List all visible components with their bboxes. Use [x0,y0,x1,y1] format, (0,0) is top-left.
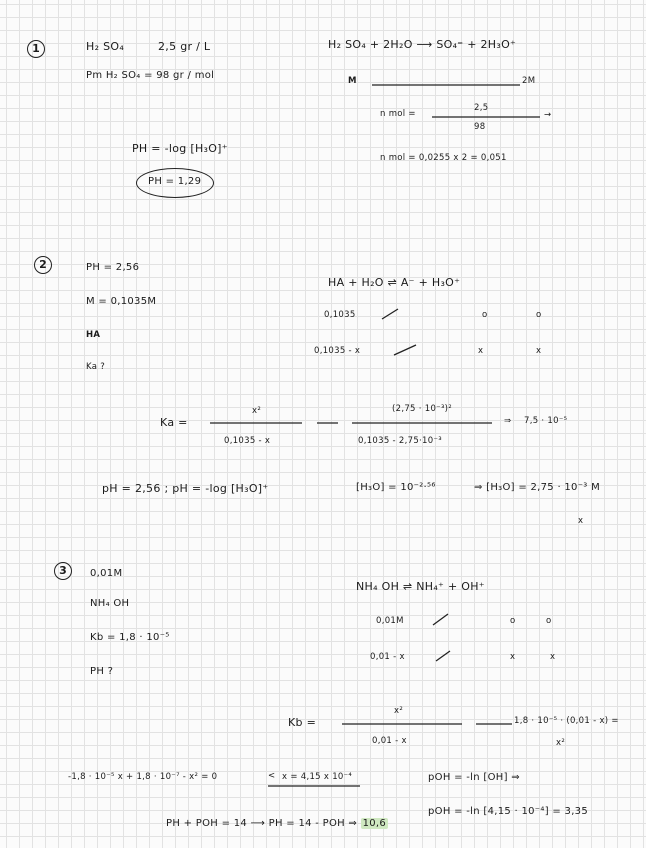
p3-row1-b: o [510,616,516,626]
p2-molarity: M = 0,1035M [86,296,157,307]
p1-frac-num: 2,5 [474,103,489,113]
p2-reaction: HA + H₂O ⇌ A⁻ + H₃O⁺ [328,276,461,289]
p1-m-label: M [348,76,357,86]
p2-row1-a: 0,1035 [324,310,356,320]
p3-reaction: NH₄ OH ⇌ NH₄⁺ + OH⁺ [356,580,485,593]
p3-kb-label: Kb = [288,716,317,729]
p2-row2-b: x [478,346,484,356]
p2-row2-c: x [536,346,542,356]
p2-ka-den: 0,1035 - x [224,436,271,446]
p3-base: NH₄ OH [90,598,130,609]
p3-x-result: x = 4,15 x 10⁻⁴ [282,772,353,782]
p1-2m-label: 2M [522,76,536,86]
p3-implies: < [268,771,276,781]
p3-ph-question: PH ? [90,666,114,677]
p3-final-text: PH + POH = 14 ⟶ PH = 14 - POH ⇒ [166,818,358,829]
p2-x-mark: x [578,516,584,526]
p2-row1-c: o [536,310,542,320]
p3-row2-c: x [550,652,556,662]
p2-ka-result-arrow: ⇒ [504,416,512,426]
p1-concentration: 2,5 gr / L [158,40,211,53]
p3-row2-b: x [510,652,516,662]
p1-mol-label: n mol = [380,109,416,119]
p2-ha: HA [86,330,101,340]
p3-row1-a: 0,01M [376,616,404,626]
p2-h3o-result: ⇒ [H₃O] = 2,75 · 10⁻³ M [474,482,601,493]
p2-ph-line: pH = 2,56 ; pH = -log [H₃O]⁺ [102,482,269,495]
p3-final [166,818,388,829]
p3-kb-num: x² [394,706,404,716]
p1-molar-mass: Pm H₂ SO₄ = 98 gr / mol [86,70,215,81]
p3-poh2: pOH = -ln [4,15 · 10⁻⁴] = 3,35 [428,806,588,817]
p2-row2-a: 0,1035 - x [314,346,361,356]
p2-ka-result: 7,5 · 10⁻⁵ [524,416,568,426]
p3-row2-a: 0,01 - x [370,652,405,662]
problem-2-number: 2 [34,256,52,274]
problem-1-number: 1 [27,40,45,58]
p1-reaction: H₂ SO₄ + 2H₂O ⟶ SO₄⁼ + 2H₃O⁺ [328,38,517,51]
p3-kb-right: 1,8 · 10⁻⁵ · (0,01 - x) = [514,716,619,726]
p1-mol-result: n mol = 0,0255 x 2 = 0,051 [380,153,507,163]
p3-final-value: 10,6 [362,818,387,829]
p2-row1-b: o [482,310,488,320]
p3-concentration: 0,01M [90,568,123,579]
p1-frac-den: 98 [474,122,486,132]
p3-quadratic: -1,8 · 10⁻⁵ x + 1,8 · 10⁻⁷ - x² = 0 [68,772,218,782]
p2-ka-calc-den: 0,1035 - 2,75·10⁻³ [358,436,442,446]
problem-3-number: 3 [54,562,72,580]
p2-ka-question: Ka ? [86,362,106,372]
p3-kb: Kb = 1,8 · 10⁻⁵ [90,632,170,643]
p2-ph: PH = 2,56 [86,262,140,273]
p1-formula: H₂ SO₄ [86,40,125,53]
p2-h3o-line: [H₃O] = 10⁻²·⁵⁶ [356,482,436,493]
p2-ka-calc-num: (2,75 · 10⁻³)² [392,404,452,414]
p1-arrow: → [544,110,552,120]
p2-ka-label: Ka = [160,416,188,429]
p3-poh1: pOH = -ln [OH] ⇒ [428,772,520,783]
p2-ka-num: x² [252,406,262,416]
p1-ph-formula: PH = -log [H₃O]⁺ [132,142,228,155]
p3-row1-c: o [546,616,552,626]
p1-ph-result: PH = 1,29 [148,176,202,187]
p3-kb-den: 0,01 - x [372,736,407,746]
p3-kb-right2: x² [556,738,566,748]
